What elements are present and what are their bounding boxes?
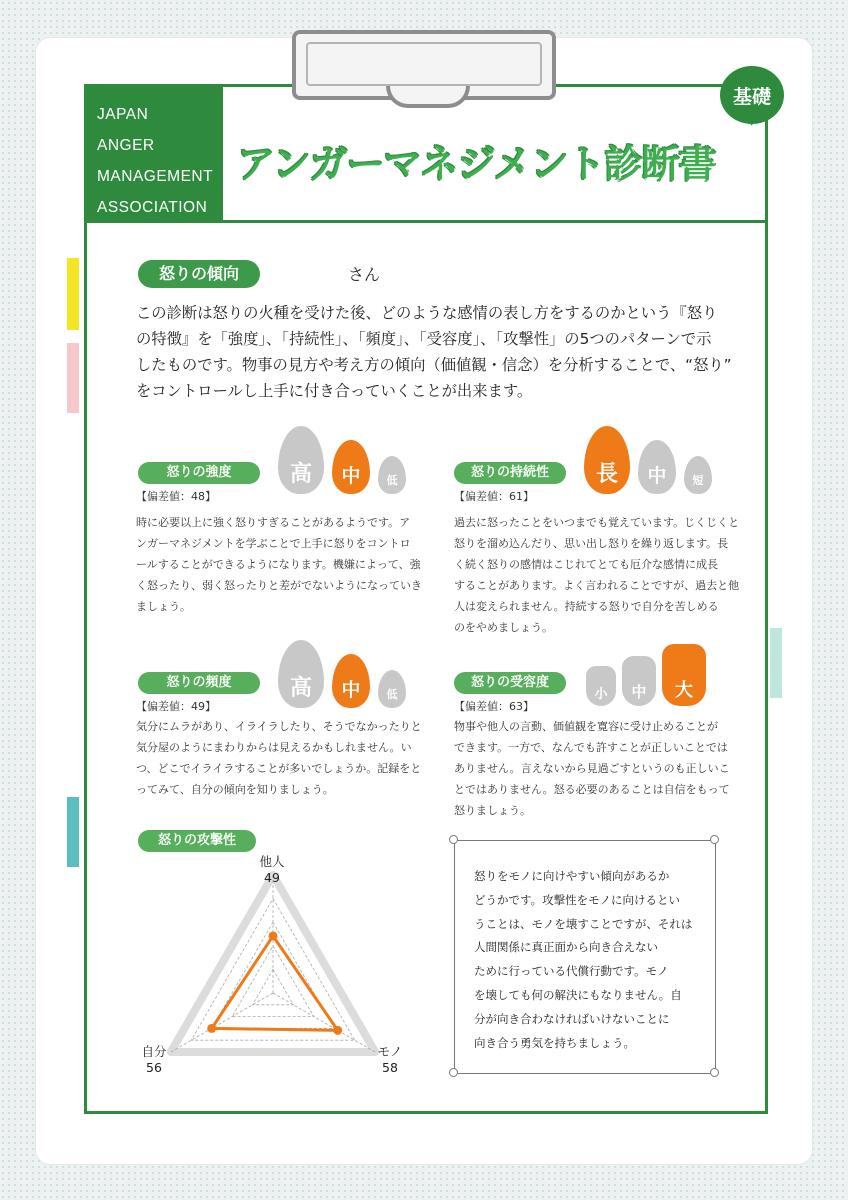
radar-axis-label-others: 他人 49 <box>259 854 285 885</box>
desc-line: ましょう。 <box>136 600 191 613</box>
note-line: 分が向き合わなければいけないことに <box>474 1011 670 1026</box>
desc-line: 人は変えられません。持続する怒りで自分を苦しめる <box>454 600 719 613</box>
flame-icon: 低 <box>378 456 406 494</box>
note-line: を壊しても何の解決にもなりません。自 <box>474 987 682 1002</box>
note-line: 怒りをモノに向けやすい傾向があるか <box>474 869 670 883</box>
desc-line: できます。一方で、なんでも許すことが正しいことでは <box>454 741 728 754</box>
flame-icon: 低 <box>378 670 406 708</box>
box-corner <box>449 1068 458 1077</box>
association-line: JAPAN <box>97 106 149 123</box>
intro-line: をコントロールし上手に付き合っていくことが出来ます。 <box>136 382 533 400</box>
deviation-tolerance: 【偏差値：63】 <box>454 700 534 713</box>
desc-line: 怒りを溜め込んだり、思い出し怒りを繰り返します。長 <box>454 537 729 550</box>
desc-line: のをやめましょう。 <box>454 621 553 634</box>
flame-icon: 長 <box>584 426 630 494</box>
radar-axis-label-self: 自分 56 <box>141 1044 167 1075</box>
section-label: 怒りの傾向 <box>138 260 260 288</box>
desc-line: く怒ったり、弱く怒ったりと差がでないようになっていき <box>136 579 422 592</box>
radar-axis-label-things: モノ 58 <box>377 1044 403 1075</box>
note-line: うことは、モノを壊すことですが、それは <box>474 916 693 931</box>
desc-line: 物事や他人の言動、価値観を寛容に受け止めることが <box>454 720 718 733</box>
note-line: 向き合う勇気を持ちましょう。 <box>474 1035 635 1050</box>
desc-line: 怒りましょう。 <box>454 804 531 817</box>
desc-line: ありません。言えないから見過ごすというのも正しいこ <box>454 762 730 775</box>
desc-persistence <box>454 512 739 638</box>
note-line: どうかです。攻撃性をモノに向けるとい <box>474 892 680 907</box>
flame-icon: 高 <box>278 640 324 708</box>
desc-frequency <box>136 716 422 800</box>
intro-line: の特徴』を「強度」、「持続性」、「頻度」、「受容度」、「攻撃性」の5つのパターンで示 <box>136 330 712 348</box>
trait-label-persistence: 怒りの持続性 <box>454 462 566 484</box>
hand-icon: 大 <box>662 644 706 706</box>
flame-icon: 中 <box>638 440 676 494</box>
desc-line: ンガーマネジメントを学ぶことで上手に怒りをコントロ <box>136 537 411 550</box>
desc-intensity <box>136 512 422 617</box>
side-tab-mint <box>770 628 782 698</box>
desc-line: 気分にムラがあり、イライラしたり、そうでなかったりと <box>136 720 422 733</box>
desc-line: 気分屋のようにまわりからは見えるかもしれません。い <box>136 741 412 754</box>
aggression-note-text <box>474 865 692 1055</box>
desc-line: ールすることができるようになります。機嫌によって、強 <box>136 558 421 571</box>
trait-label-intensity: 怒りの強度 <box>138 462 260 484</box>
deviation-persistence: 【偏差値：61】 <box>454 490 534 503</box>
page-title: アンガーマネジメント診断書 <box>237 142 716 186</box>
clip-notch <box>386 86 470 108</box>
desc-line: ってみて、自分の傾向を知りましょう。 <box>136 783 334 796</box>
trait-label-frequency: 怒りの頻度 <box>138 672 260 694</box>
flame-icon: 短 <box>684 456 712 494</box>
association-line: ASSOCIATION <box>97 199 208 216</box>
desc-line: 時に必要以上に強く怒りすぎることがあるようです。ア <box>136 516 411 529</box>
level-badge: 基礎 <box>720 66 784 124</box>
name-suffix: さん <box>348 265 381 284</box>
desc-line: つ、どこでイライラすることが多いでしょうか。記録をと <box>136 762 422 775</box>
flame-icon: 中 <box>332 440 370 494</box>
hand-icon: 中 <box>622 656 656 706</box>
clipboard-clip <box>292 30 556 100</box>
side-tab-teal <box>67 797 79 867</box>
trait-label-aggression: 怒りの攻撃性 <box>138 830 256 852</box>
intro-line: この診断は怒りの火種を受けた後、どのような感情の表し方をするのかという『怒り <box>136 304 718 322</box>
side-tab-yellow <box>67 258 79 330</box>
intro-line: したものです。物事の見方や考え方の傾向（価値観・信念）を分析することで、“怒り” <box>136 356 732 374</box>
deviation-intensity: 【偏差値：48】 <box>136 490 216 503</box>
side-tab-pink <box>67 343 79 413</box>
badge-tail <box>742 112 756 126</box>
radar-point <box>333 1026 342 1035</box>
radar-point <box>207 1024 216 1033</box>
flame-icon: 中 <box>332 654 370 708</box>
note-line: 人間関係に真正面から向き合えない <box>474 940 658 955</box>
box-corner <box>449 835 458 844</box>
desc-line: く続く怒りの感情はこじれてとても厄介な感情に成長 <box>454 558 718 571</box>
intro-text <box>136 300 732 404</box>
box-corner <box>710 1068 719 1077</box>
deviation-frequency: 【偏差値：49】 <box>136 700 216 713</box>
box-corner <box>710 835 719 844</box>
hand-icon: 小 <box>586 666 616 706</box>
desc-line: とではありません。怒る必要のあることは自信をもって <box>454 783 730 796</box>
trait-label-tolerance: 怒りの受容度 <box>454 672 566 694</box>
association-line: ANGER <box>97 137 155 154</box>
association-logo <box>87 87 223 220</box>
desc-line: することがあります。よく言われることですが、過去と他 <box>454 579 740 592</box>
association-line: MANAGEMENT <box>97 168 214 185</box>
clip-inner <box>306 42 542 86</box>
radar-point <box>269 931 278 940</box>
desc-line: 過去に怒ったことをいつまでも覚えています。じくじくと <box>454 516 740 529</box>
flame-icon: 高 <box>278 426 324 494</box>
note-line: ために行っている代償行動です。モノ <box>474 964 669 979</box>
desc-tolerance <box>454 716 730 821</box>
